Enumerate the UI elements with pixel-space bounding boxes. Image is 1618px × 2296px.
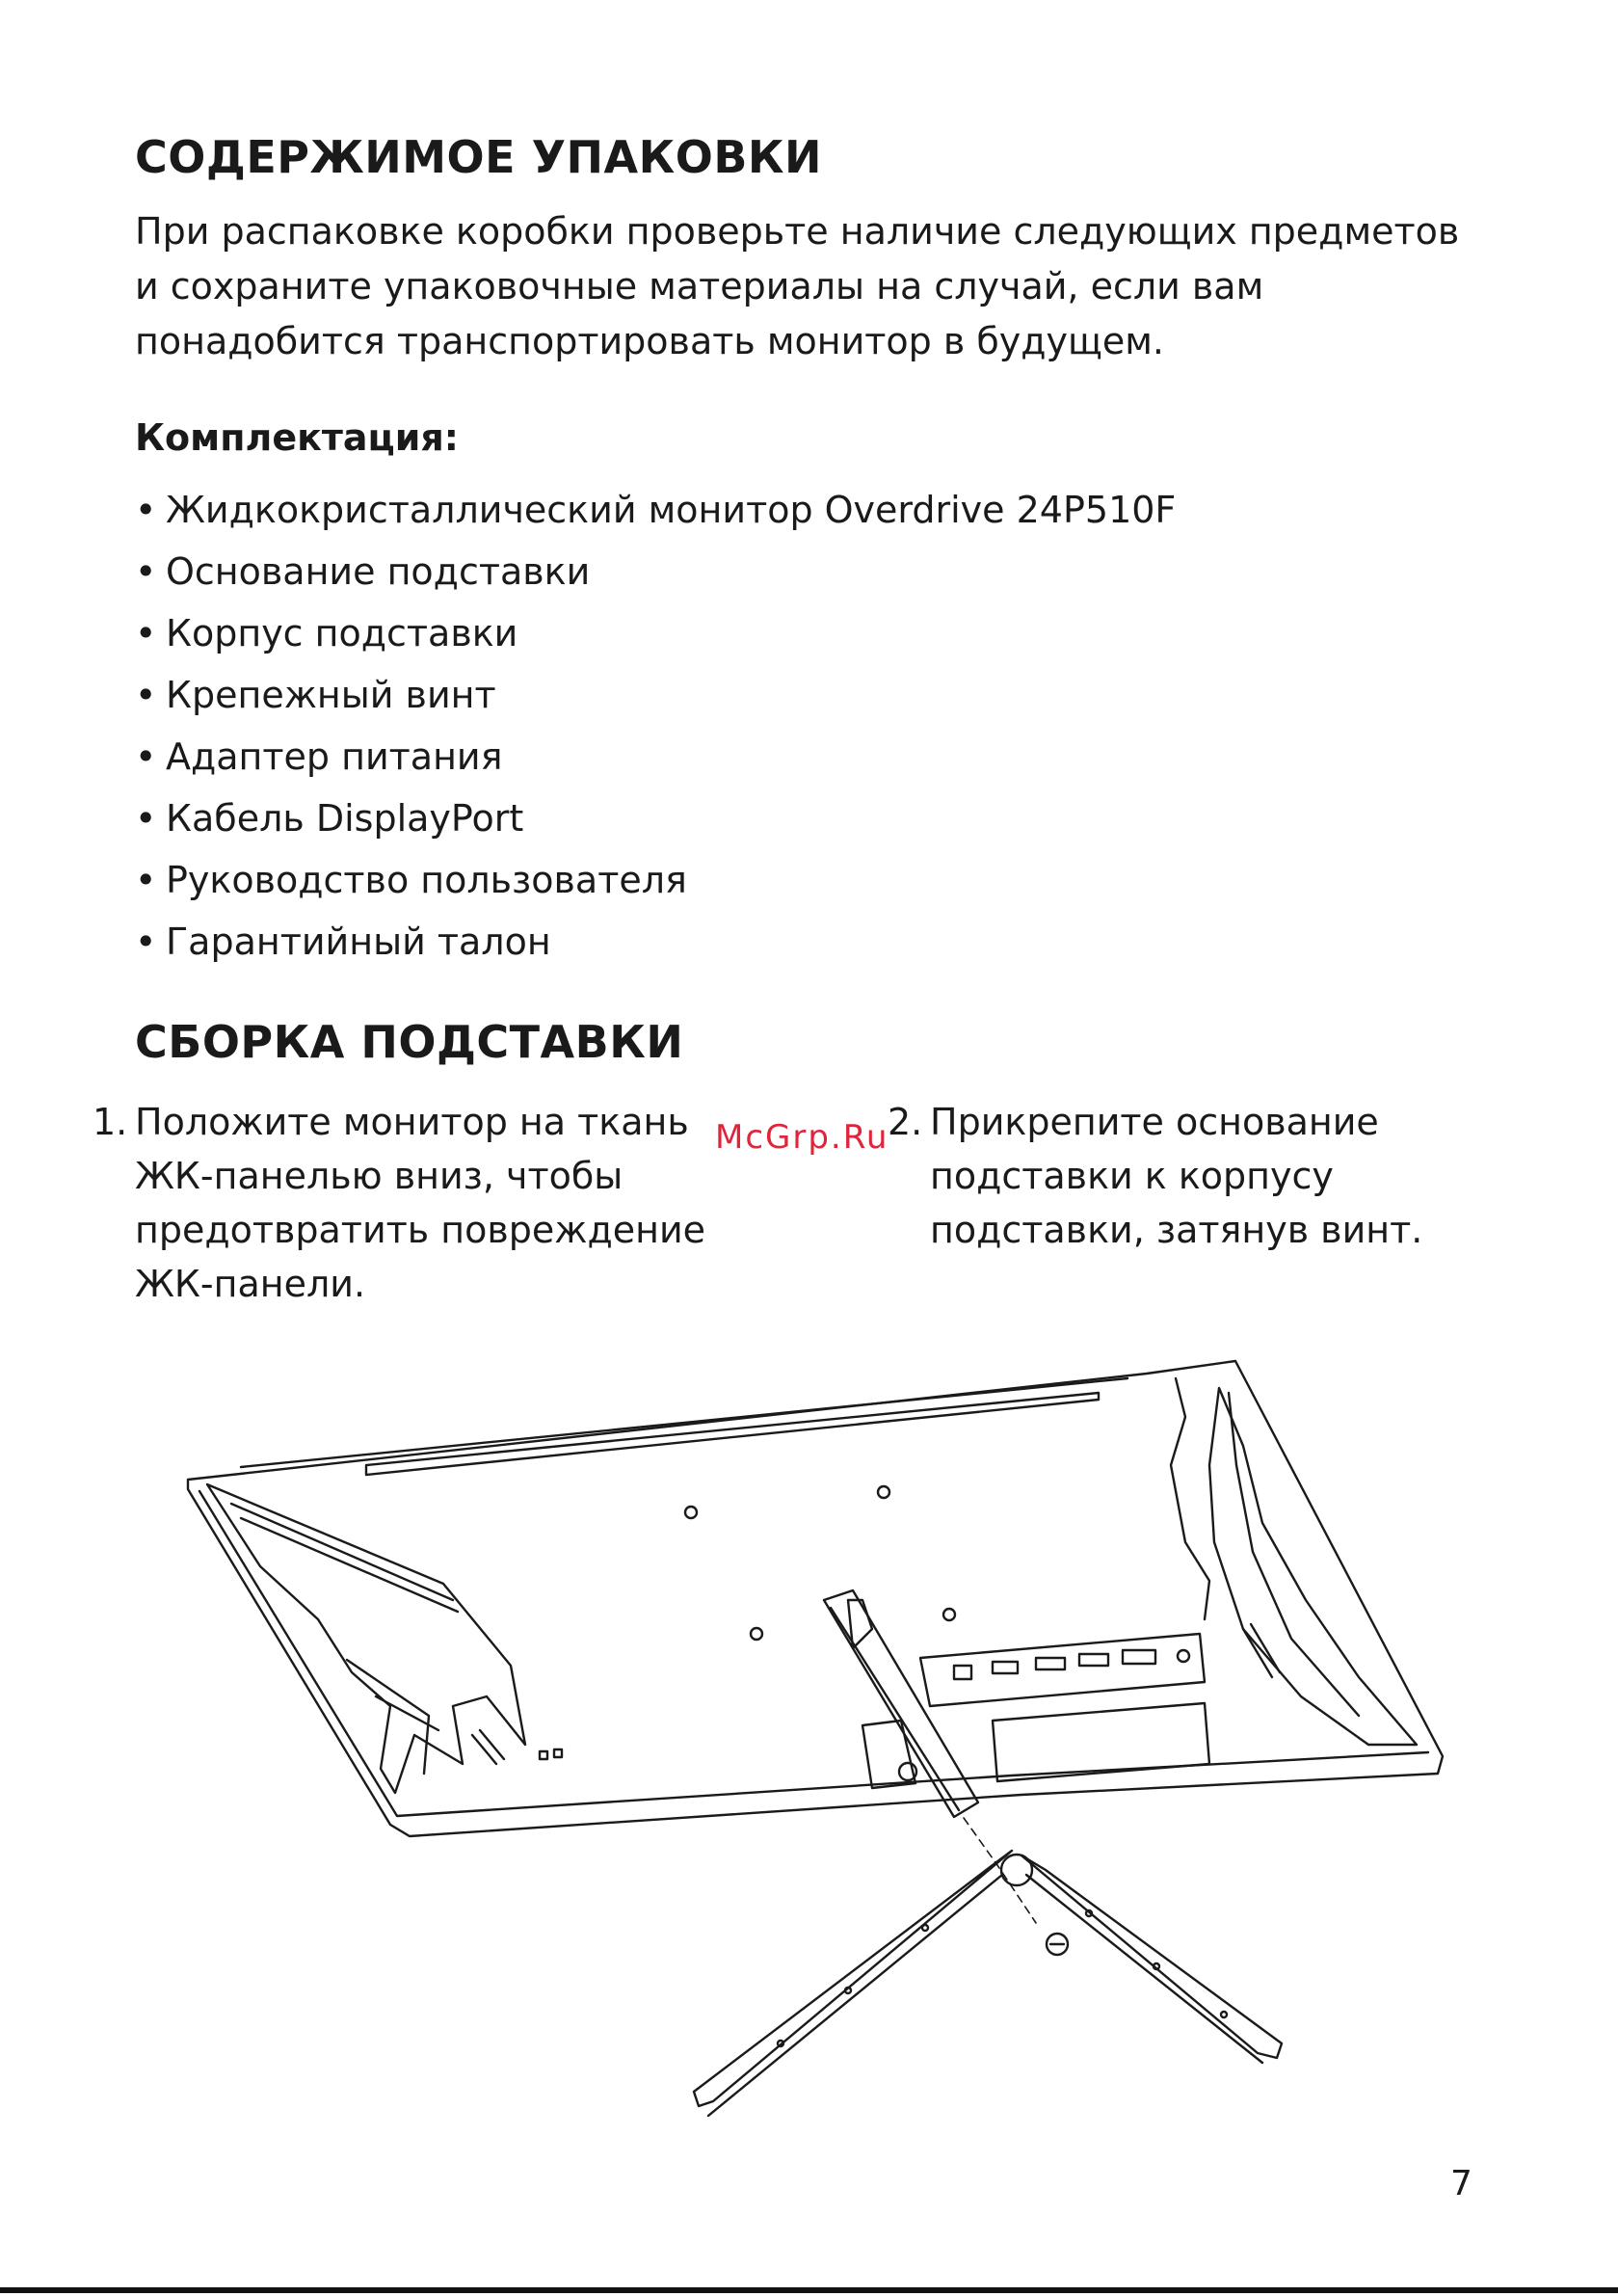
left-panel-stripe [231,1504,453,1600]
small-mark [540,1751,547,1759]
assembly-heading: СБОРКА ПОДСТАВКИ [135,1016,684,1068]
step-1-line: ЖК-панели. [135,1263,366,1305]
kit-item-label: Основание подставки [166,550,591,593]
stand-base-left-arm-edge [708,1875,1002,2116]
base-dot [1221,2012,1227,2017]
base-dot [1154,1963,1159,1969]
monitor-outline [188,1361,1443,1836]
left-panel [207,1484,525,1793]
right-panel [1209,1388,1417,1745]
kit-item-label: Руководство пользователя [166,859,687,901]
base-dot [922,1925,928,1931]
bullet: • [135,735,157,778]
right-panel-stripe [1229,1393,1359,1716]
package-heading: СОДЕРЖИМОЕ УПАКОВКИ [135,131,823,183]
mount-hole [943,1609,955,1620]
stand-neck-bracket [848,1600,872,1648]
kit-title: Комплектация: [135,416,459,459]
intro-line: При распаковке коробки проверьте наличие следующих предметов [135,210,1460,253]
kit-item-label: Жидкокристаллический монитор Overdrive 24P510F [166,489,1177,531]
bullet: • [135,859,157,901]
small-mark [554,1749,562,1757]
kit-item-label: Корпус подставки [166,612,518,654]
port [954,1666,971,1679]
base-dot [845,1988,851,1993]
monitor-inner-edge [199,1491,1428,1816]
watermark: McGrp.Ru [715,1118,889,1157]
kit-item-label: Кабель DisplayPort [166,797,524,840]
top-vent [366,1393,1099,1475]
side-vent [480,1730,504,1759]
stand-base-right-arm [1021,1855,1282,2058]
right-panel-stripe [1171,1378,1209,1619]
port [993,1662,1018,1673]
step-2-number: 2. [888,1101,923,1143]
kit-item-label: Гарантийный талон [166,921,551,963]
guide-line [964,1818,1036,1923]
mount-hole [878,1486,889,1498]
intro-line: и сохраните упаковочные материалы на случай, если вам [135,265,1264,307]
stand-neck-edge [831,1608,959,1810]
bullet: • [135,797,157,840]
kit-item-label: Крепежный винт [166,674,496,716]
stand-base-left-arm [694,1851,1012,2106]
step-2-line: Прикрепите основание [930,1101,1379,1143]
mount-hole [685,1507,697,1518]
bullet: • [135,674,157,716]
bullet: • [135,921,157,963]
intro-line: понадобится транспортировать монитор в будущем. [135,320,1164,362]
bullet: • [135,550,157,593]
side-vent [472,1735,496,1764]
left-panel-stripe [241,1518,458,1612]
bullet: • [135,489,157,531]
mount-hole [751,1628,762,1640]
step-2-line: подставки к корпусу [930,1155,1334,1197]
port [1036,1658,1065,1669]
step-1-line: предотвратить повреждение [135,1209,706,1251]
step-1-line: ЖК-панелью вниз, чтобы [135,1155,623,1197]
step-1-line: Положите монитор на ткань [135,1101,689,1143]
step-2-line: подставки, затянув винт. [930,1209,1423,1251]
page-number: 7 [1450,2164,1472,2203]
step-1-number: 1. [93,1101,128,1143]
stand-base-right-arm-edge [1026,1875,1262,2063]
stand-base-hub [1001,1855,1032,1885]
bottom-rule [0,2287,1618,2293]
top-edge-detail [241,1378,1127,1467]
kit-item-label: Адаптер питания [166,735,503,778]
bullet: • [135,612,157,654]
port [1178,1650,1189,1662]
port [1123,1650,1155,1664]
port [1079,1654,1108,1666]
